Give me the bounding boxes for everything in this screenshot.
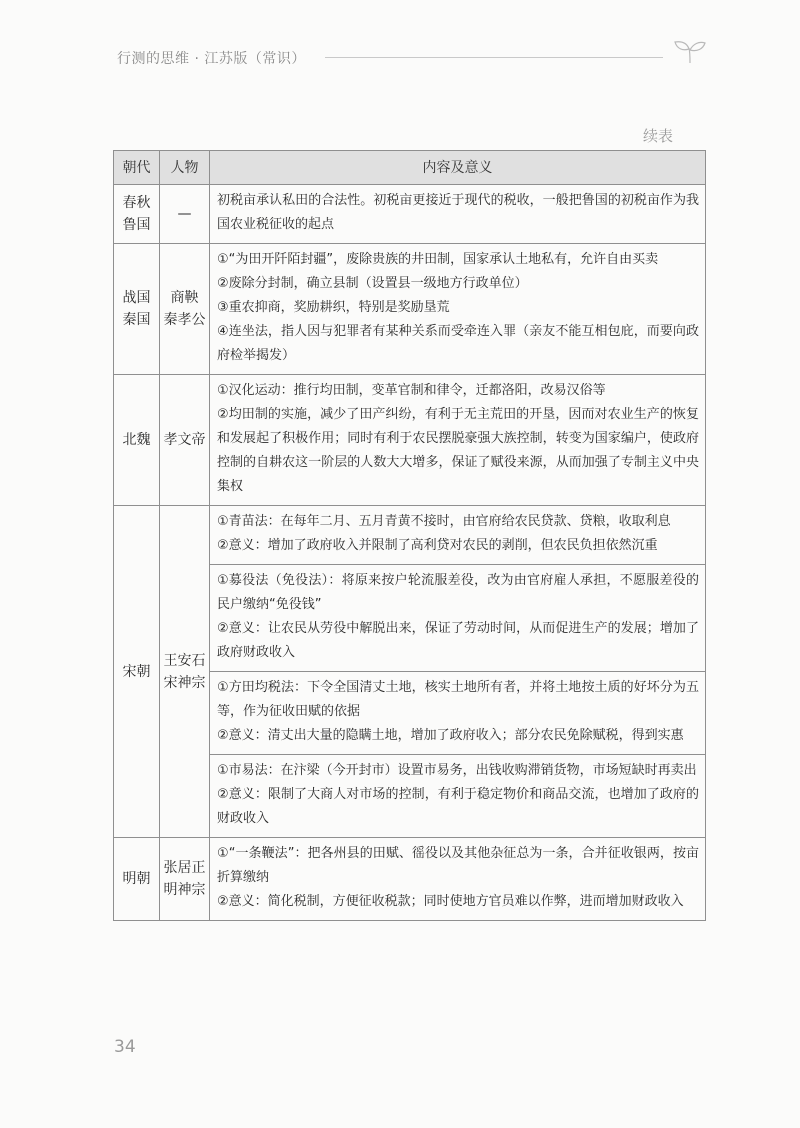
content-paragraph: ④连坐法，指人因与犯罪者有某种关系而受牵连入罪（亲友不能互相包庇，而要向政府检举揭发） — [217, 324, 699, 363]
content-paragraph: ①“一条鞭法”：把各州县的田赋、徭役以及其他杂征总为一条，合并征收银两，按亩折算缴纳 — [217, 846, 699, 885]
figure-cell: 商鞅 秦孝公 — [160, 244, 210, 375]
dynasty-cell: 北魏 — [114, 375, 160, 506]
content-cell — [210, 755, 706, 838]
content-paragraph: ②意义：清丈出大量的隐瞒土地，增加了政府收入；部分农民免除赋税，得到实惠 — [217, 728, 684, 743]
running-header — [117, 38, 717, 78]
content-cell — [210, 838, 706, 921]
table-header-row — [114, 151, 706, 185]
header-figure: 人物 — [160, 151, 210, 185]
page-number: 34 — [114, 1037, 136, 1057]
content-paragraph: ①汉化运动：推行均田制，变革官制和律令，迁都洛阳，改易汉俗等 — [217, 383, 606, 398]
content-cell — [210, 565, 706, 672]
content-paragraph: ②意义：限制了大商人对市场的控制，有利于稳定物价和商品交流，也增加了政府的财政收入 — [217, 787, 699, 826]
sprout-icon — [673, 38, 707, 64]
content-paragraph: 初税亩承认私田的合法性。初税亩更接近于现代的税收，一般把鲁国的初税亩作为我国农业税征收的起点 — [217, 193, 699, 232]
content-cell — [210, 375, 706, 506]
content-cell — [210, 185, 706, 244]
tax-reform-table — [113, 150, 706, 921]
header-rule — [325, 57, 663, 58]
dynasty-cell: 战国 秦国 — [114, 244, 160, 375]
content-cell — [210, 672, 706, 755]
header-dynasty: 朝代 — [114, 151, 160, 185]
continued-label: 续表 — [643, 127, 674, 145]
content-paragraph: ①“为田开阡陌封疆”，废除贵族的井田制，国家承认土地私有，允许自由买卖 — [217, 252, 659, 267]
content-paragraph: ②均田制的实施，减少了田产纠纷，有利于无主荒田的开垦，因而对农业生产的恢复和发展起了积极作用；同时有利于农民摆脱豪强大族控制，转变为国家编户，使政府控制的自耕农这一阶层的人数大大增多，保证了赋役来源，从而加强了专制主义中央集权 — [217, 407, 699, 494]
figure-cell: 孝文帝 — [160, 375, 210, 506]
content-cell — [210, 506, 706, 565]
content-paragraph: ②意义：简化税制，方便征收税款；同时使地方官员难以作弊，进而增加财政收入 — [217, 894, 684, 909]
content-paragraph: ①募役法（免役法）：将原来按户轮流服差役，改为由官府雇人承担，不愿服差役的民户缴纳“免役钱” — [217, 573, 699, 612]
table-row — [114, 838, 706, 921]
content-paragraph: ①市易法：在汴梁（今开封市）设置市易务，出钱收购滞销货物，市场短缺时再卖出 — [217, 763, 697, 778]
content-cell — [210, 244, 706, 375]
table-row — [114, 506, 706, 565]
table-row — [114, 244, 706, 375]
figure-cell: 王安石 宋神宗 — [160, 506, 210, 838]
table-row — [114, 375, 706, 506]
content-paragraph: ②意义：增加了政府收入并限制了高利贷对农民的剥削，但农民负担依然沉重 — [217, 538, 658, 553]
content-paragraph: ①青苗法：在每年二月、五月青黄不接时，由官府给农民贷款、贷粮，收取利息 — [217, 514, 671, 529]
content-paragraph: ③重农抑商，奖励耕织，特别是奖励垦荒 — [217, 300, 450, 315]
running-header-title: 行测的思维 · 江苏版（常识） — [117, 51, 306, 67]
figure-cell: 张居正 明神宗 — [160, 838, 210, 921]
content-paragraph: ②意义：让农民从劳役中解脱出来，保证了劳动时间，从而促进生产的发展；增加了政府财政收入 — [217, 621, 699, 660]
content-paragraph: ②废除分封制，确立县制（设置县一级地方行政单位） — [217, 276, 528, 291]
dynasty-cell: 明朝 — [114, 838, 160, 921]
header-content: 内容及意义 — [210, 151, 706, 185]
figure-cell: — — [160, 185, 210, 244]
content-paragraph: ①方田均税法：下令全国清丈土地，核实土地所有者，并将土地按土质的好坏分为五等，作为征收田赋的依据 — [217, 680, 699, 719]
dynasty-cell: 春秋 鲁国 — [114, 185, 160, 244]
dynasty-cell: 宋朝 — [114, 506, 160, 838]
table-row — [114, 185, 706, 244]
